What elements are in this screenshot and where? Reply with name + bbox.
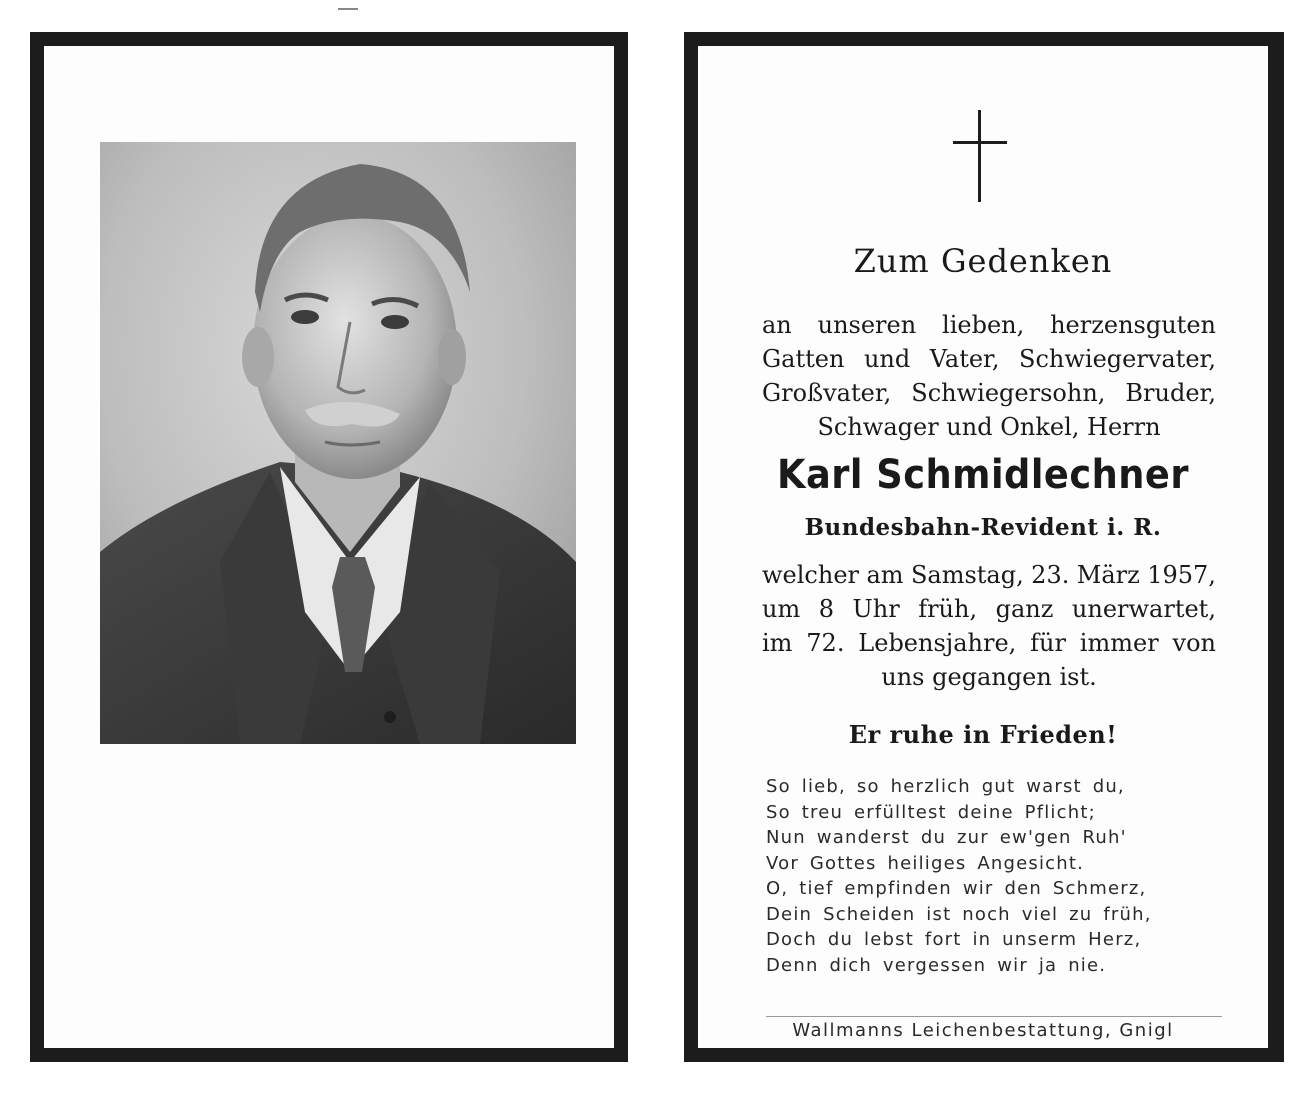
poem-line: Denn dich vergessen wir ja nie. [766, 954, 1107, 976]
poem-line: So lieb, so herzlich gut warst du, [766, 776, 1125, 797]
death-line-2: um 8 Uhr früh, ganz unerwartet, [762, 595, 1216, 623]
memorial-heading: Zum Gedenken [853, 242, 1113, 280]
rest-in-peace: Er ruhe in Frieden! [848, 720, 1118, 749]
intro-line-2: Gatten und Vater, Schwiegervater, [762, 345, 1216, 373]
intro-line-1: an unseren lieben, herzensguten [762, 311, 1216, 339]
deceased-title: Bundesbahn-Revident i. R. [804, 514, 1162, 541]
intro-line-3: Großvater, Schwiegersohn, Bruder, [762, 379, 1216, 407]
poem-line: Vor Gottes heiliges Angesicht. [766, 852, 1085, 874]
death-line-1: welcher am Samstag, 23. März 1957, [762, 561, 1216, 589]
poem-line: Dein Scheiden ist noch viel zu früh, [766, 903, 1152, 925]
footer-divider [766, 1016, 1222, 1017]
death-line-3: im 72. Lebensjahre, für immer von [762, 629, 1216, 657]
poem-line: Doch du lebst fort in unserm Herz, [766, 929, 1142, 950]
portrait-illustration [100, 142, 576, 744]
portrait-photo [100, 142, 576, 744]
right-card [684, 32, 1284, 1062]
memorial-poem [766, 774, 1216, 978]
poem-line: Nun wanderst du zur ew'gen Ruh' [766, 827, 1127, 848]
poem-line: O, tief empfinden wir den Schmerz, [766, 878, 1147, 899]
death-line-4: uns gegangen ist. [881, 663, 1097, 691]
latin-cross-icon [940, 110, 1020, 206]
fold-mark [338, 8, 358, 10]
deceased-name: Karl Schmidlechner [777, 452, 1189, 498]
poem-line: So treu erfülltest deine Pflicht; [766, 801, 1096, 823]
death-notice [762, 558, 1216, 694]
intro-text [762, 308, 1216, 444]
intro-line-4: Schwager und Onkel, Herrn [817, 413, 1161, 441]
left-card [30, 32, 628, 1062]
right-card-content [698, 46, 1268, 1048]
undertaker-imprint: Wallmanns Leichenbestattung, Gnigl [792, 1020, 1174, 1041]
